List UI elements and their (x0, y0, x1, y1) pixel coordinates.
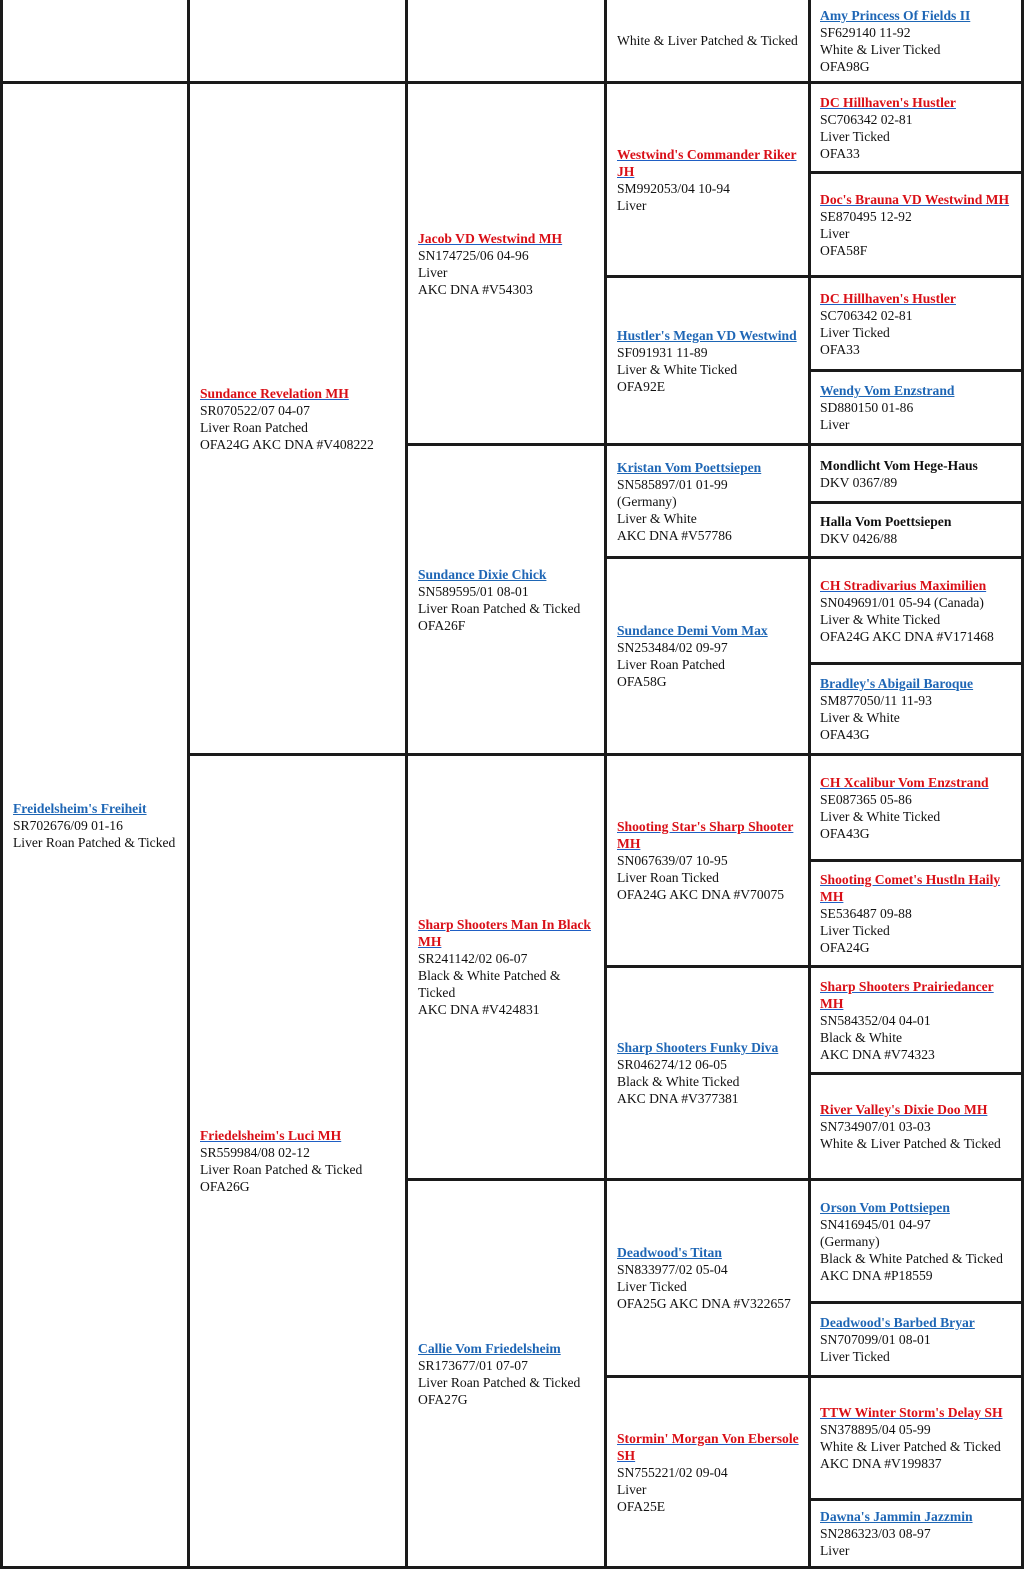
dog-detail: (Germany) (820, 1233, 880, 1249)
dog-detail: OFA24G AKC DNA #V408222 (200, 436, 374, 452)
dog-detail: OFA26F (418, 617, 466, 633)
dog-name-link[interactable]: Deadwood's Barbed Bryar (820, 1315, 975, 1330)
dog-detail: Black & White Ticked (617, 1074, 740, 1089)
gen5-cell (808, 278, 1024, 372)
dog-detail: Black & White Patched & Ticked (418, 968, 561, 1000)
gen5-cell (808, 559, 1024, 665)
gen5-cell (808, 862, 1024, 968)
dog-detail: White & Liver Patched & Ticked (820, 1439, 1001, 1454)
dog-detail: Liver Roan Patched & Ticked (200, 1162, 363, 1177)
dog-name-link[interactable]: Freidelsheim's Freiheit (13, 800, 147, 816)
dog-name-link[interactable]: Jacob VD Westwind MH (418, 230, 563, 246)
dog-name-link[interactable]: CH Stradivarius Maximilien (820, 577, 987, 593)
dog-detail: AKC DNA #V54303 (418, 281, 533, 297)
dog-name-link[interactable]: Kristan Vom Poettsiepen (617, 459, 762, 475)
gen4-cell (604, 1181, 808, 1378)
dog-detail: Liver Roan Patched & Ticked (418, 600, 581, 616)
dog-detail: SD880150 01-86 (820, 400, 914, 415)
dog-name-link[interactable]: Westwind's Commander Riker JH (617, 146, 797, 179)
dog-name-link[interactable]: Orson Vom Pottsiepen (820, 1199, 950, 1215)
dog-detail: SR070522/07 04-07 (200, 402, 310, 418)
dog-detail: OFA24G AKC DNA #V171468 (820, 628, 994, 644)
dog-detail: SN584352/04 04-01 (820, 1012, 931, 1028)
gen2-cell (187, 756, 405, 1569)
dog-detail: SR046274/12 06-05 (617, 1057, 727, 1072)
dog-detail: SF629140 11-92 (820, 24, 911, 40)
dog-detail: Liver Roan Patched & Ticked (418, 1374, 581, 1390)
dog-detail: Liver (820, 1543, 850, 1558)
dog-name-link[interactable]: CH Xcalibur Vom Enzstrand (820, 774, 989, 790)
gen3-cell (405, 1181, 604, 1569)
gen5-cell (808, 504, 1024, 559)
dog-detail: Liver Ticked (820, 324, 890, 340)
dog-detail: SN286323/03 08-97 (820, 1526, 931, 1541)
dog-detail: Liver (418, 264, 448, 280)
dog-detail: OFA33 (820, 341, 860, 357)
dog-detail: OFA58F (820, 242, 868, 258)
dog-detail: Liver Roan Patched & Ticked (13, 834, 176, 850)
dog-name-link[interactable]: Doc's Brauna VD Westwind MH (820, 191, 1010, 207)
dog-detail: OFA26G (200, 1179, 250, 1194)
gen2-cell-partial (187, 0, 405, 84)
gen3-cell (405, 446, 604, 756)
gen5-cell (808, 84, 1024, 174)
dog-name-link[interactable]: Sundance Demi Vom Max (617, 623, 768, 638)
dog-detail: AKC DNA #V199837 (820, 1456, 942, 1471)
gen4-cell (604, 278, 808, 446)
dog-detail: White & Liver Patched & Ticked (820, 1136, 1001, 1151)
dog-detail: SE087365 05-86 (820, 791, 912, 807)
gen4-cell (604, 1378, 808, 1569)
dog-detail: OFA25G AKC DNA #V322657 (617, 1296, 791, 1311)
dog-detail: Liver (820, 417, 850, 432)
dog-detail: Liver & White (820, 710, 900, 725)
dog-detail: SN833977/02 05-04 (617, 1262, 728, 1277)
gen5-cell (808, 174, 1024, 278)
dog-name-link[interactable]: Sharp Shooters Prairiedancer MH (820, 978, 994, 1011)
dog-detail: SM992053/04 10-94 (617, 180, 730, 196)
dog-detail: SC706342 02-81 (820, 111, 913, 127)
dog-name-link[interactable]: Sharp Shooters Man In Black MH (418, 917, 591, 949)
dog-detail: SN253484/02 09-97 (617, 640, 728, 655)
gen1-cell-partial (0, 0, 187, 84)
dog-detail: Liver Roan Ticked (617, 870, 719, 885)
gen4-cell (604, 446, 808, 559)
dog-detail: AKC DNA #V377381 (617, 1091, 739, 1106)
dog-name-link[interactable]: Hustler's Megan VD Westwind (617, 327, 797, 343)
dog-detail: White & Liver Ticked (820, 41, 941, 57)
gen2-cell (187, 84, 405, 756)
dog-name-link[interactable]: Callie Vom Friedelsheim (418, 1340, 561, 1356)
pedigree-row (0, 84, 1024, 174)
dog-detail: OFA27G (418, 1391, 468, 1407)
gen3-cell (405, 756, 604, 1181)
dog-detail: SN734907/01 03-03 (820, 1119, 931, 1134)
dog-name-link[interactable]: Deadwood's Titan (617, 1245, 722, 1260)
dog-detail: OFA58G (617, 674, 667, 689)
dog-name-link[interactable]: River Valley's Dixie Doo MH (820, 1102, 988, 1117)
dog-detail: DKV 0426/88 (820, 531, 898, 546)
dog-name-link: Halla Vom Poettsiepen (820, 514, 952, 529)
gen5-cell (808, 1075, 1024, 1181)
dog-detail: AKC DNA #V424831 (418, 1002, 540, 1017)
gen4-cell (604, 968, 808, 1181)
dog-detail: AKC DNA #V74323 (820, 1046, 935, 1062)
dog-detail: SN707099/01 08-01 (820, 1332, 931, 1347)
dog-detail: Liver Roan Patched (200, 419, 308, 435)
gen4-cell-partial (604, 0, 808, 84)
gen5-cell (808, 968, 1024, 1075)
dog-detail: SN378895/04 05-99 (820, 1422, 931, 1437)
gen1-cell (0, 84, 187, 1569)
dog-detail: SN416945/01 04-97 (820, 1216, 931, 1232)
dog-name-link[interactable]: Wendy Vom Enzstrand (820, 383, 955, 398)
dog-name-link[interactable]: Shooting Star's Sharp Shooter MH (617, 819, 794, 851)
dog-name-link[interactable]: Sundance Dixie Chick (418, 566, 547, 582)
dog-detail: (Germany) (617, 493, 677, 509)
dog-detail: SN049691/01 05-94 (Canada) (820, 594, 984, 610)
dog-detail: SN067639/07 10-95 (617, 853, 728, 868)
dog-detail: DKV 0367/89 (820, 474, 898, 490)
gen5-cell (808, 665, 1024, 756)
dog-detail: Liver Ticked (617, 1279, 687, 1294)
dog-detail: OFA43G (820, 825, 870, 841)
dog-detail: SF091931 11-89 (617, 344, 708, 360)
gen4-cell (604, 559, 808, 756)
gen5-cell (808, 756, 1024, 862)
gen5-cell (808, 372, 1024, 446)
dog-detail: Liver Ticked (820, 128, 890, 144)
dog-detail: OFA25E (617, 1498, 666, 1514)
dog-name-link[interactable]: Stormin' Morgan Von Ebersole SH (617, 1430, 799, 1463)
gen5-cell (808, 1181, 1024, 1304)
dog-detail: Black & White Patched & Ticked (820, 1250, 1003, 1266)
dog-detail: SR702676/09 01-16 (13, 817, 123, 833)
dog-detail: SE870495 12-92 (820, 208, 912, 224)
dog-detail: Liver Ticked (820, 1349, 890, 1364)
gen3-cell-partial (405, 0, 604, 84)
dog-detail: Liver & White Ticked (820, 611, 941, 627)
dog-name-link[interactable]: Sharp Shooters Funky Diva (617, 1040, 779, 1055)
gen5-cell (808, 446, 1024, 504)
dog-name-link: Mondlicht Vom Hege-Haus (820, 457, 978, 473)
dog-name-link[interactable]: Shooting Comet's Hustln Haily MH (820, 872, 1001, 904)
dog-detail: Liver & White (617, 510, 697, 526)
dog-detail: SN755221/02 09-04 (617, 1464, 728, 1480)
dog-detail: SN589595/01 08-01 (418, 583, 529, 599)
dog-detail: OFA98G (820, 58, 870, 74)
gen5-cell-partial (808, 0, 1024, 84)
dog-detail: OFA33 (820, 145, 860, 161)
dog-detail: SN174725/06 04-96 (418, 247, 529, 263)
gen3-cell (405, 84, 604, 446)
dog-detail: SM877050/11 11-93 (820, 693, 932, 708)
dog-name-link[interactable]: DC Hillhaven's Hustler (820, 94, 956, 110)
dog-detail: White & Liver Patched & Ticked (617, 33, 798, 48)
dog-name-link[interactable]: Friedelsheim's Luci MH (200, 1128, 342, 1143)
dog-detail: OFA24G AKC DNA #V70075 (617, 887, 785, 902)
dog-detail: Liver & White Ticked (617, 361, 738, 377)
dog-detail: SR559984/08 02-12 (200, 1145, 310, 1160)
dog-detail: Liver (617, 197, 647, 213)
dog-name-link[interactable]: Bradley's Abigail Baroque (820, 676, 974, 691)
dog-detail: AKC DNA #V57786 (617, 527, 732, 543)
gen5-cell (808, 1304, 1024, 1378)
gen5-cell (808, 1501, 1024, 1569)
dog-detail: OFA92E (617, 378, 666, 394)
dog-detail: SC706342 02-81 (820, 307, 913, 323)
dog-detail: SR173677/01 07-07 (418, 1357, 528, 1373)
gen4-cell (604, 756, 808, 968)
dog-name-link[interactable]: Amy Princess Of Fields II (820, 7, 971, 23)
dog-detail: Liver & White Ticked (820, 808, 941, 824)
dog-detail: OFA43G (820, 727, 870, 742)
dog-name-link[interactable]: TTW Winter Storm's Delay SH (820, 1405, 1003, 1420)
dog-detail: AKC DNA #P18559 (820, 1267, 933, 1283)
dog-detail: SE536487 09-88 (820, 906, 912, 921)
dog-name-link[interactable]: Dawna's Jammin Jazzmin (820, 1509, 973, 1524)
dog-name-link[interactable]: Sundance Revelation MH (200, 385, 349, 401)
gen4-cell (604, 84, 808, 278)
dog-detail: Liver (617, 1481, 647, 1497)
dog-name-link[interactable]: DC Hillhaven's Hustler (820, 290, 956, 306)
dog-detail: SN585897/01 01-99 (617, 476, 728, 492)
dog-detail: Liver (820, 225, 850, 241)
dog-detail: SR241142/02 06-07 (418, 951, 528, 966)
gen5-cell (808, 1378, 1024, 1501)
dog-detail: Black & White (820, 1029, 903, 1045)
dog-detail: Liver Roan Patched (617, 657, 725, 672)
dog-detail: Liver Ticked (820, 923, 890, 938)
dog-detail: OFA24G (820, 940, 870, 955)
pedigree-row (0, 0, 1024, 84)
